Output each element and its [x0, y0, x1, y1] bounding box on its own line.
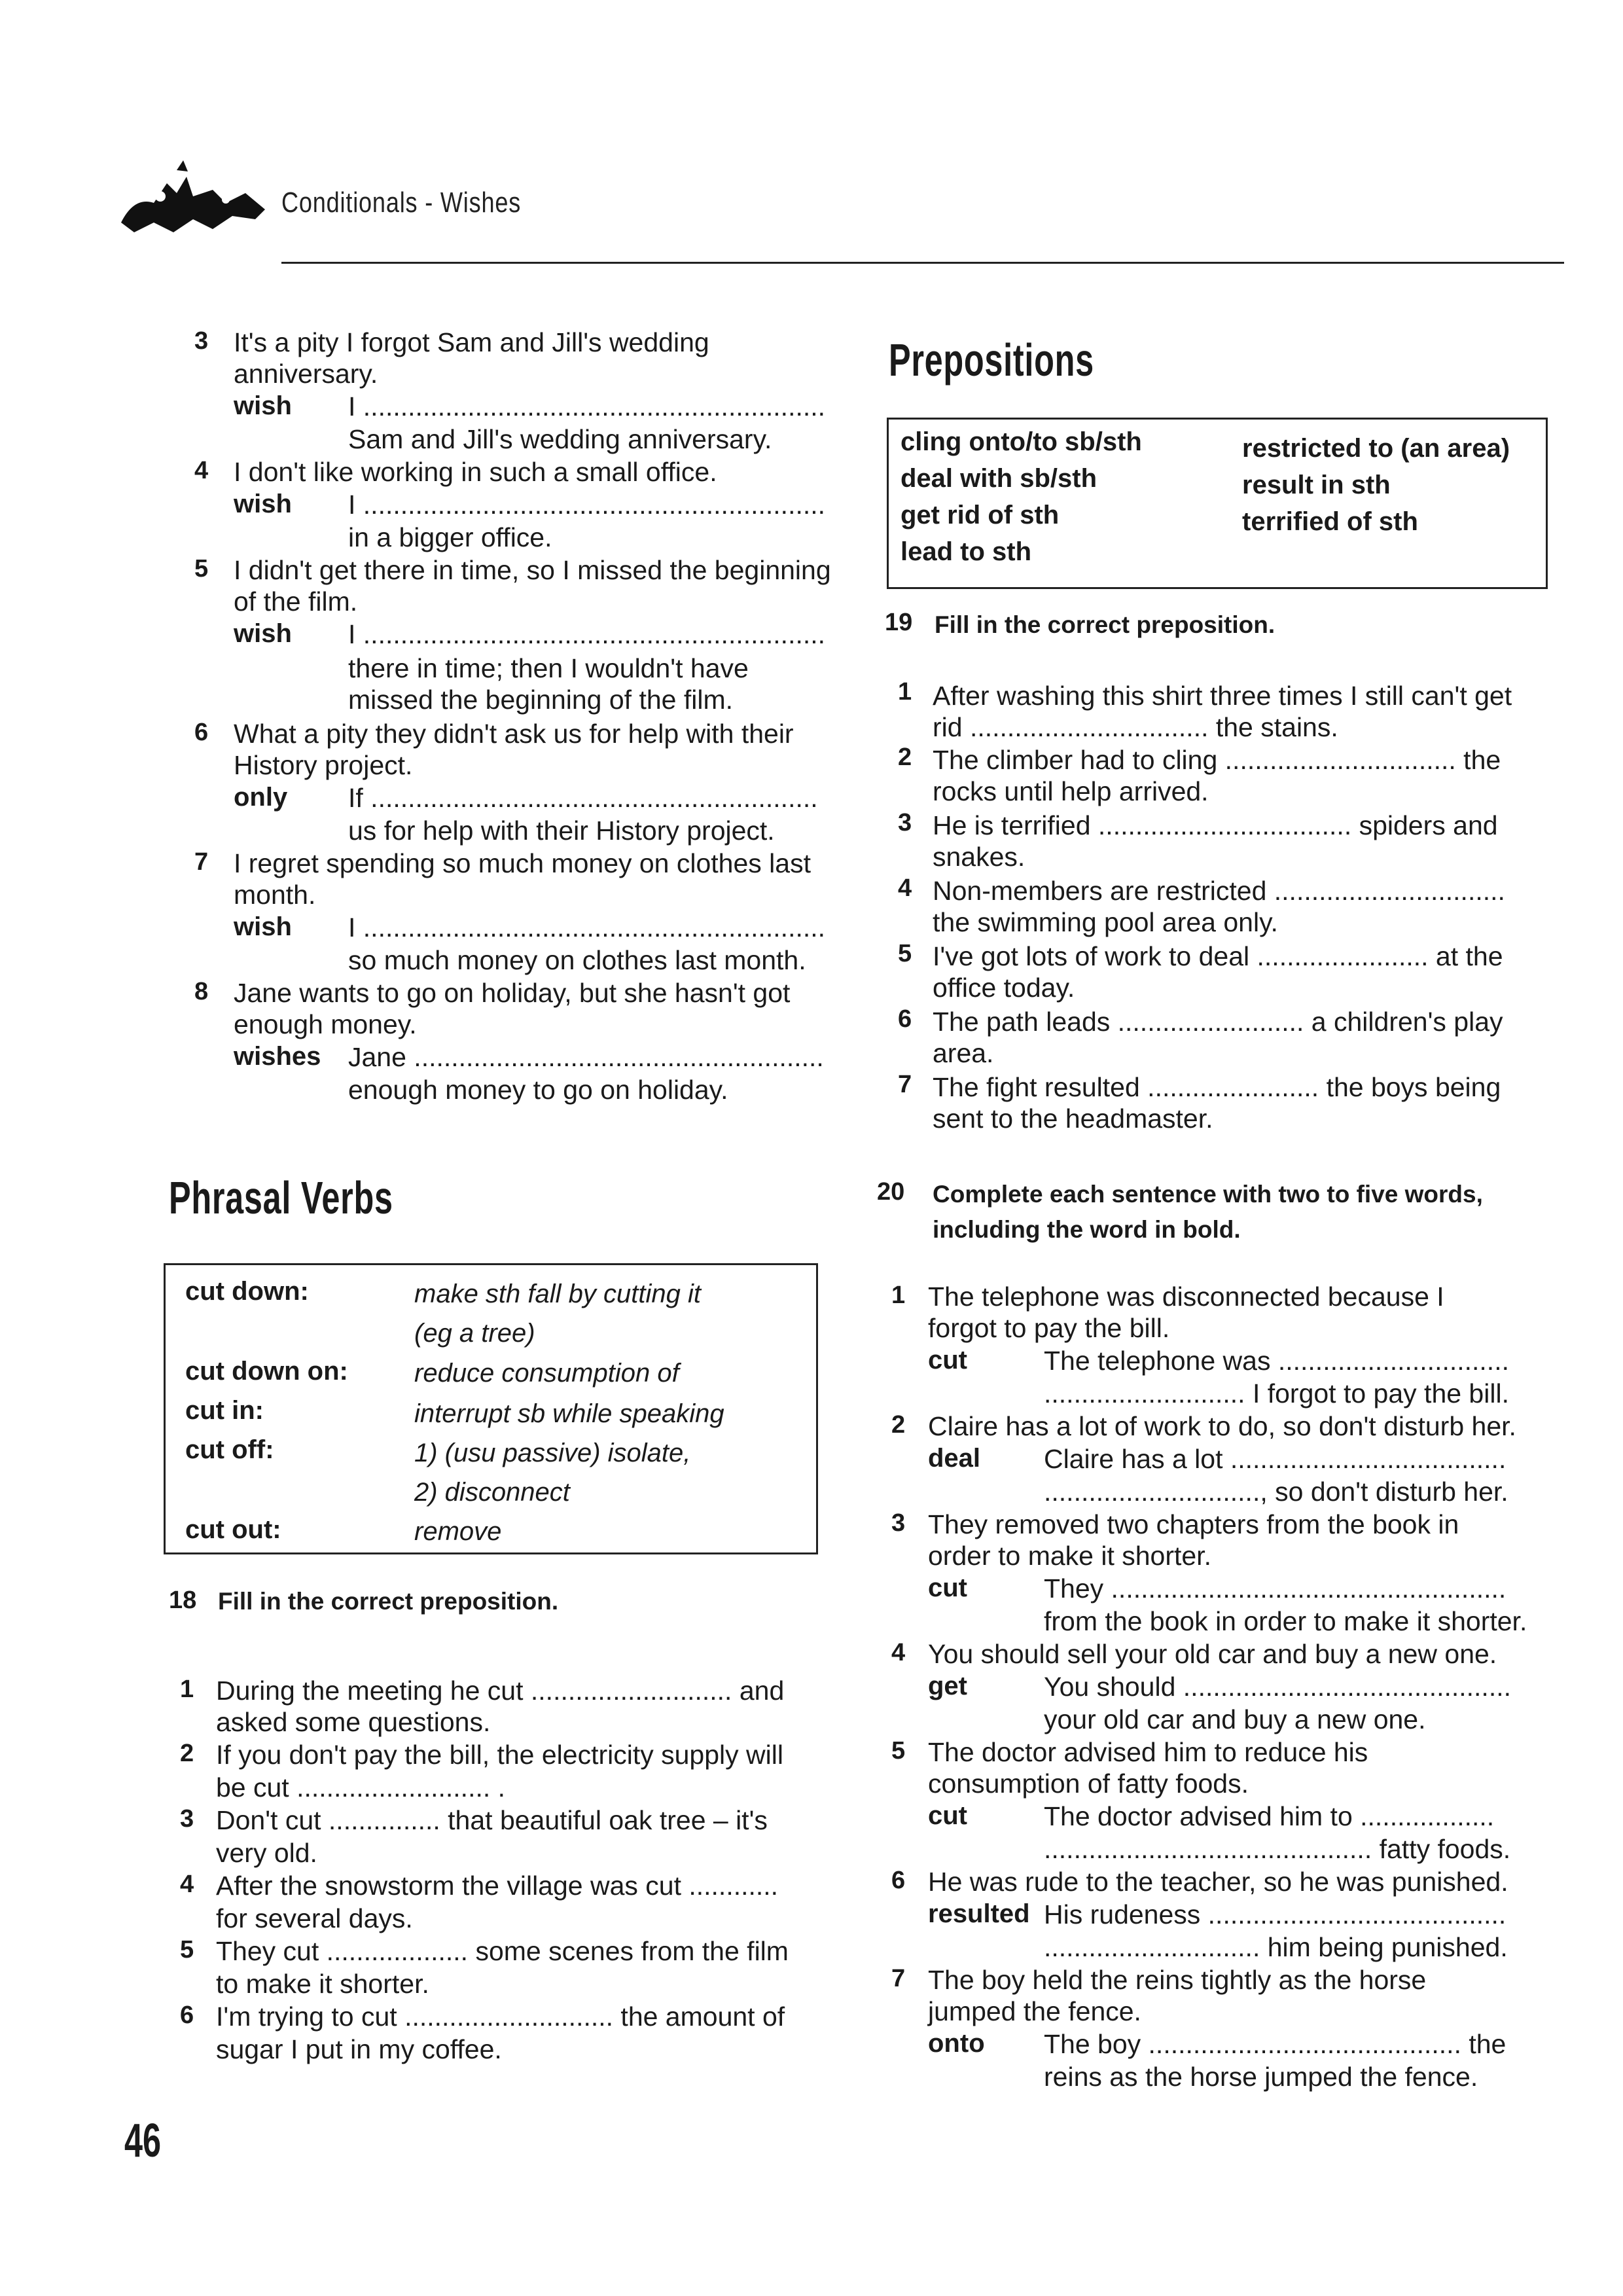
item-number: 2: [891, 1411, 906, 1439]
item-number: 6: [194, 719, 209, 746]
item-text: the swimming pool area only.: [933, 907, 1278, 937]
item-text: asked some questions.: [216, 1707, 491, 1737]
prepositions-box: [887, 418, 1548, 589]
phrasal-verb-definition: make sth fall by cutting it: [414, 1280, 701, 1308]
answer-continuation: Sam and Jill's wedding anniversary.: [348, 424, 772, 454]
exercise-number: 18: [169, 1587, 197, 1614]
item-number: 5: [180, 1936, 194, 1964]
answer-blank[interactable]: They .....................................................: [1044, 1573, 1507, 1604]
answer-blank[interactable]: I ..............................................................: [348, 391, 826, 422]
item-text: sent to the headmaster.: [933, 1103, 1213, 1134]
item-number: 1: [891, 1282, 906, 1309]
item-number: 6: [891, 1867, 906, 1894]
item-number: 2: [898, 744, 912, 771]
header-divider: [281, 262, 1564, 264]
item-number: 2: [180, 1740, 194, 1767]
exercise-instruction: including the word in bold.: [933, 1216, 1241, 1243]
answer-continuation: missed the beginning of the film.: [348, 685, 733, 715]
item-keyword: wishes: [234, 1042, 321, 1071]
answer-continuation: us for help with their History project.: [348, 816, 775, 846]
item-number: 8: [194, 978, 209, 1005]
item-prompt: anniversary.: [234, 359, 378, 389]
item-text: rocks until help arrived.: [933, 776, 1209, 806]
prepositions-title: Prepositions: [889, 334, 1094, 386]
item-prompt: The boy held the reins tightly as the horse: [928, 1965, 1427, 1995]
item-prompt: order to make it shorter.: [928, 1541, 1211, 1571]
item-keyword: wish: [234, 619, 292, 648]
item-text[interactable]: The path leads ......................... a children's play: [933, 1007, 1503, 1037]
item-number: 4: [898, 874, 912, 902]
item-prompt: It's a pity I forgot Sam and Jill's wedding: [234, 327, 709, 357]
item-number: 5: [891, 1737, 906, 1765]
item-text[interactable]: I'm trying to cut ............................ the amount of: [216, 2001, 785, 2032]
item-number: 6: [898, 1005, 912, 1033]
preposition-item: get rid of sth: [901, 501, 1060, 529]
phrasal-verb-term: cut down on:: [185, 1357, 348, 1386]
phrasal-verb-definition: interrupt sb while speaking: [414, 1399, 724, 1428]
answer-continuation[interactable]: ............................., so don't disturb her.: [1044, 1477, 1508, 1507]
item-text[interactable]: He is terrified .................................. spiders and: [933, 810, 1498, 840]
answer-blank[interactable]: Claire has a lot .....................................: [1044, 1444, 1507, 1474]
item-text[interactable]: I've got lots of work to deal ....................... at the: [933, 941, 1503, 971]
page-number: 46: [124, 2115, 162, 2167]
item-text: area.: [933, 1038, 994, 1068]
item-text: snakes.: [933, 842, 1026, 872]
answer-blank[interactable]: I ..............................................................: [348, 490, 826, 520]
exercise-number: 19: [885, 609, 913, 636]
item-prompt: They removed two chapters from the book in: [928, 1509, 1459, 1539]
answer-continuation: your old car and buy a new one.: [1044, 1704, 1426, 1734]
item-text: After washing this shirt three times I still can't get: [933, 681, 1512, 711]
item-text[interactable]: Don't cut ............... that beautiful oak tree – it's: [216, 1805, 768, 1835]
item-prompt: The telephone was disconnected because I: [928, 1282, 1444, 1312]
item-text[interactable]: The fight resulted ....................... the boys being: [933, 1072, 1501, 1102]
answer-blank[interactable]: You should ............................................: [1044, 1672, 1511, 1702]
answer-continuation: enough money to go on holiday.: [348, 1075, 728, 1105]
item-keyword: wish: [234, 490, 292, 518]
item-keyword: wish: [234, 912, 292, 941]
item-prompt: You should sell your old car and buy a new one.: [928, 1639, 1497, 1669]
item-number: 5: [898, 940, 912, 967]
item-prompt: month.: [234, 880, 316, 910]
item-text[interactable]: During the meeting he cut ........................... and: [216, 1676, 785, 1706]
item-keyword: only: [234, 783, 288, 812]
item-text: If you don't pay the bill, the electricity supply will: [216, 1740, 783, 1770]
preposition-item: result in sth: [1242, 471, 1391, 499]
answer-blank[interactable]: If ............................................................: [348, 783, 818, 813]
item-keyword: cut: [928, 1573, 967, 1602]
item-prompt: What a pity they didn't ask us for help with their: [234, 719, 794, 749]
item-prompt: of the film.: [234, 586, 358, 617]
preposition-item: terrified of sth: [1242, 507, 1418, 536]
answer-continuation: in a bigger office.: [348, 522, 552, 552]
phrasal-verb-definition: reduce consumption of: [414, 1359, 679, 1388]
item-prompt: Claire has a lot of work to do, so don't disturb her.: [928, 1411, 1516, 1441]
phrasal-verb-term: cut off:: [185, 1435, 274, 1464]
phrasal-verbs-box: [164, 1263, 818, 1554]
item-number: 4: [180, 1871, 194, 1898]
item-keyword: cut: [928, 1801, 967, 1830]
item-number: 7: [891, 1965, 906, 1992]
item-text: office today.: [933, 973, 1075, 1003]
answer-continuation: reins as the horse jumped the fence.: [1044, 2062, 1478, 2092]
item-text[interactable]: They cut ................... some scenes from the film: [216, 1936, 789, 1966]
item-number: 4: [891, 1639, 906, 1666]
item-text[interactable]: rid ................................ the stains.: [933, 712, 1338, 742]
preposition-item: cling onto/to sb/sth: [901, 427, 1142, 456]
answer-blank[interactable]: His rudeness ........................................: [1044, 1899, 1507, 1929]
decorative-logo-icon: [115, 157, 272, 242]
answer-blank[interactable]: The telephone was ...............................: [1044, 1346, 1509, 1376]
item-number: 3: [194, 327, 209, 355]
phrasal-verb-definition: 2) disconnect: [414, 1478, 570, 1507]
item-text[interactable]: The climber had to cling ............................... the: [933, 745, 1501, 775]
item-text: very old.: [216, 1838, 317, 1868]
item-text: to make it shorter.: [216, 1969, 429, 1999]
item-number: 4: [194, 457, 209, 484]
exercise-number: 20: [877, 1178, 905, 1206]
item-prompt: The doctor advised him to reduce his: [928, 1737, 1368, 1767]
item-number: 5: [194, 555, 209, 583]
item-number: 7: [898, 1071, 912, 1098]
phrasal-verb-definition: 1) (usu passive) isolate,: [414, 1439, 691, 1467]
phrasal-verb-definition: (eg a tree): [414, 1319, 535, 1348]
answer-continuation[interactable]: ............................................ fatty foods.: [1044, 1834, 1511, 1864]
item-prompt: I regret spending so much money on clothes last: [234, 848, 811, 878]
answer-blank[interactable]: I ..............................................................: [348, 619, 826, 649]
item-number: 6: [180, 2001, 194, 2029]
item-prompt: forgot to pay the bill.: [928, 1313, 1170, 1343]
item-keyword: get: [928, 1672, 967, 1700]
item-prompt: History project.: [234, 750, 413, 780]
item-prompt: I didn't get there in time, so I missed the beginning: [234, 555, 831, 585]
item-number: 3: [180, 1805, 194, 1833]
item-text[interactable]: be cut .......................... .: [216, 1772, 506, 1803]
header-title: Conditionals - Wishes: [281, 187, 522, 219]
answer-continuation[interactable]: ............................. him being punished.: [1044, 1932, 1508, 1962]
item-prompt: enough money.: [234, 1009, 417, 1039]
exercise-instruction: Fill in the correct preposition.: [935, 611, 1275, 638]
phrasal-verb-definition: remove: [414, 1517, 502, 1546]
item-number: 1: [180, 1676, 194, 1703]
answer-continuation: there in time; then I wouldn't have: [348, 653, 749, 683]
phrasal-verbs-title: Phrasal Verbs: [169, 1172, 393, 1223]
exercise-instruction: Complete each sentence with two to five words,: [933, 1181, 1483, 1208]
preposition-item: deal with sb/sth: [901, 464, 1097, 493]
item-keyword: wish: [234, 391, 292, 420]
preposition-item: restricted to (an area): [1242, 434, 1510, 463]
answer-blank[interactable]: The boy .......................................... the: [1044, 2029, 1507, 2059]
item-prompt: jumped the fence.: [928, 1996, 1141, 2026]
answer-continuation: so much money on clothes last month.: [348, 945, 806, 975]
item-keyword: resulted: [928, 1899, 1030, 1928]
exercise-instruction: Fill in the correct preposition.: [218, 1588, 559, 1615]
answer-continuation[interactable]: ........................... I forgot to pay the bill.: [1044, 1378, 1509, 1408]
item-prompt: Jane wants to go on holiday, but she hasn't got: [234, 978, 791, 1008]
item-keyword: deal: [928, 1444, 981, 1473]
phrasal-verb-term: cut down:: [185, 1277, 309, 1306]
item-text: sugar I put in my coffee.: [216, 2034, 502, 2064]
item-text[interactable]: Non-members are restricted ...............................: [933, 876, 1505, 906]
item-prompt: I don't like working in such a small office.: [234, 457, 717, 487]
item-number: 3: [898, 809, 912, 836]
answer-continuation: from the book in order to make it shorter.: [1044, 1606, 1527, 1636]
item-prompt: He was rude to the teacher, so he was punished.: [928, 1867, 1508, 1897]
item-text: for several days.: [216, 1903, 413, 1933]
item-text[interactable]: After the snowstorm the village was cut ............: [216, 1871, 779, 1901]
phrasal-verb-term: cut in:: [185, 1396, 264, 1425]
phrasal-verb-term: cut out:: [185, 1515, 281, 1544]
answer-blank[interactable]: The doctor advised him to ..................: [1044, 1801, 1495, 1831]
item-keyword: cut: [928, 1346, 967, 1374]
item-number: 1: [898, 678, 912, 706]
item-keyword: onto: [928, 2029, 985, 2058]
answer-blank[interactable]: I ..............................................................: [348, 912, 826, 942]
preposition-item: lead to sth: [901, 537, 1032, 566]
item-prompt: consumption of fatty foods.: [928, 1768, 1249, 1799]
item-number: 3: [891, 1509, 906, 1537]
answer-blank[interactable]: Jane .......................................................: [348, 1042, 824, 1072]
item-number: 7: [194, 848, 209, 876]
